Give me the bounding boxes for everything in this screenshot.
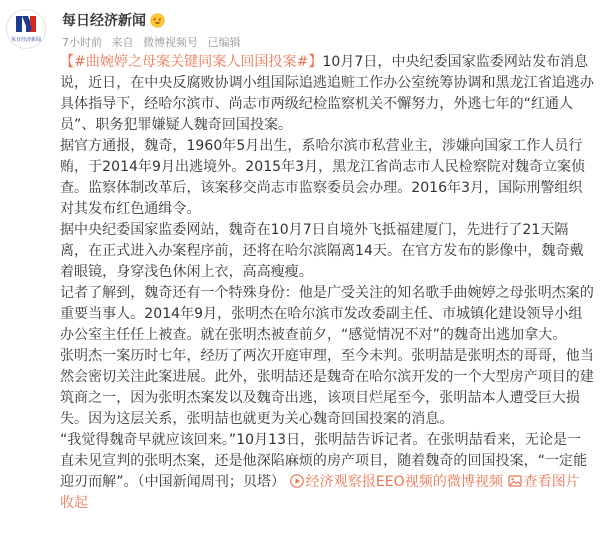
paragraph-6-text: “我觉得魏奇早就应该回来。”10月13日，张明喆告诉记者。在张明喆看来，无论是一直未见宣判的张明杰案，还是他深陷麻烦的房产项目，随着魏奇的回国投案，“一定能迎刃而解”。（中国新闻周刊；贝塔） [60,432,588,490]
video-play-icon [290,474,304,488]
video-link[interactable] [290,474,503,490]
view-images-label: 查看图片 [523,474,580,490]
paragraph-3: 据中央纪委国家监委网站，魏奇在10月7日自境外飞抵福建厦门，先进行了21天隔离，在正式进入办案程序前，还将在哈尔滨隔离14天。在官方发布的影像中，魏奇戴着眼镜，身穿浅色休闲上衣，高高瘦瘦。 [60,222,584,280]
post-time[interactable]: 7小时前 [62,36,102,49]
edited-label: 已编辑 [207,36,241,49]
heart-eyes-emoji-icon [150,13,165,28]
topic-hashtag-link[interactable]: 【#曲婉婷之母案关键同案人回国投案#】 [60,54,323,70]
view-images-link[interactable] [508,474,580,490]
paragraph-5: 张明杰一案历时七年，经历了两次开庭审理，至今未判。张明喆是张明杰的哥哥，他当然会密切关注此案进展。此外，张明喆还是魏奇在哈尔滨开发的一个大型房产项目的建筑商之一，因为张明杰案发以及魏奇出逃，该项目烂尾至今，张明喆本人遭受巨大损失。因为这层关系，张明喆也就更为关心魏奇回国投案的消息。 [60,348,594,427]
post-header [0,0,600,58]
paragraph-4: 记者了解到，魏奇还有一个特殊身份：他是广受关注的知名歌手曲婉婷之母张明杰案的重要当事人。2014年9月，张明杰在哈尔滨市发改委副主任、市城镇化建设领导小组办公室主任任上被查。就在张明杰被查前夕，“感觉情况不对”的魏奇出逃加拿大。 [60,285,594,343]
paragraph-1-text: 10月7日，中央纪委国家监委网站发布消息说，近日，在中央反腐败协调小组国际追逃追赃工作办公室统筹协调和黑龙江省追逃办具体指导下，经哈尔滨市、尚志市两级纪检监察机关不懈努力，外逃七年的“红通人员”、职务犯罪嫌疑人魏奇回国投案。 [60,54,594,133]
account-name[interactable]: 每日经济新闻 [62,13,146,29]
video-link-label: 经济观察报EEO视频的微博视频 [305,474,504,490]
avatar-label: 每日经济新闻 [10,37,41,43]
post-source[interactable]: 微博视频号 [143,36,198,49]
paragraph-1 [60,52,595,136]
avatar[interactable] [6,9,46,49]
paragraph-6 [60,430,595,514]
post-body [60,52,595,514]
collapse-link[interactable]: 收起 [60,495,89,511]
post-meta [62,34,247,50]
from-label: 来自 [111,36,134,49]
account-name-row [62,10,165,30]
paragraph-2: 据官方通报，魏奇，1960年5月出生，系哈尔滨市私营业主，涉嫌向国家工作人员行贿，于2014年9月出逃境外。2015年3月，黑龙江省尚志市人民检察院对魏奇立案侦查。监察体制改革后，该案移交尚志市监察委员会办理。2016年3月，国际刑警组织对其发布红色通缉令。 [60,138,586,217]
image-icon [508,474,522,488]
